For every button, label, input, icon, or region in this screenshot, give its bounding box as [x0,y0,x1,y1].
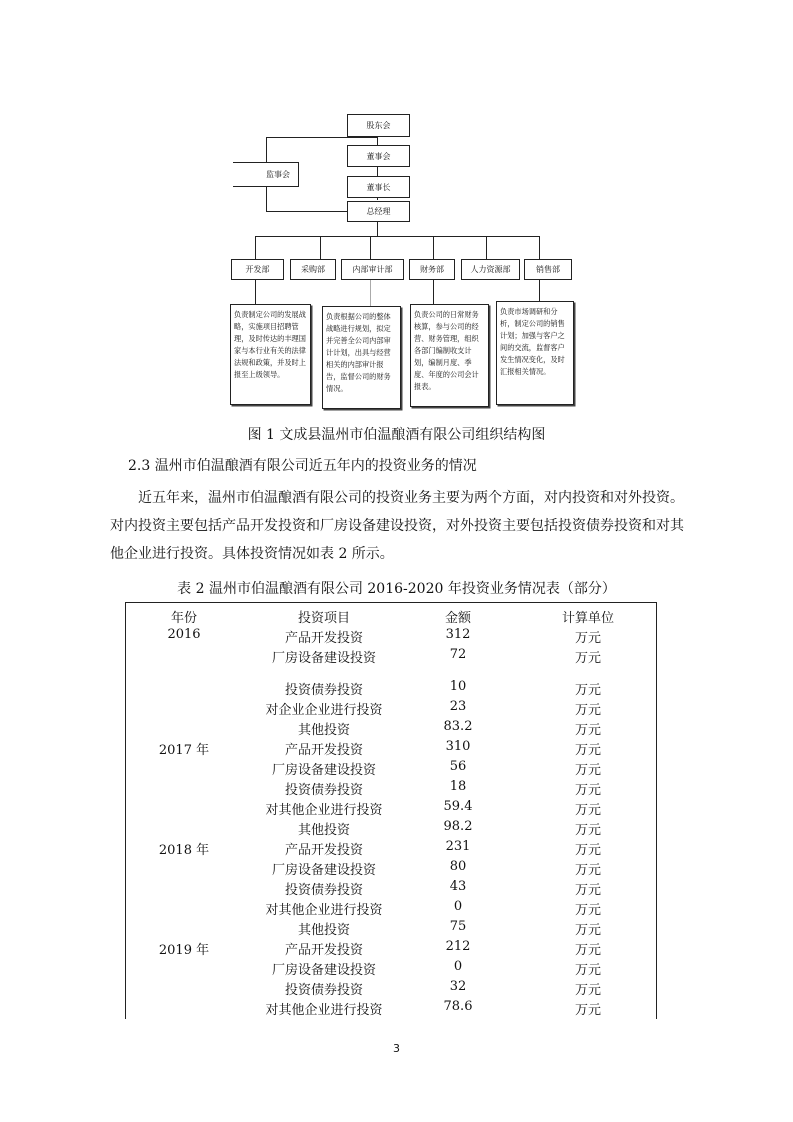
cell-unit: 万元 [574,683,601,698]
cell-item: 产品开发投资 [284,631,363,646]
cell-unit: 万元 [574,803,601,818]
cell-item: 厂房设备建设投资 [271,651,376,666]
cell-amount: 59.4 [443,799,473,814]
investment-table [125,602,657,1019]
cell-item: 对其他企业进行投资 [265,1003,383,1018]
cell-item: 对企业企业进行投资 [265,703,383,718]
cell-amount: 56 [449,759,467,774]
cell-item: 其他投资 [297,923,350,938]
cell-amount: 72 [449,647,467,662]
header-item: 投资项目 [297,611,350,626]
table-row [126,797,656,817]
table-row [126,837,656,857]
cell-item: 厂房设备建设投资 [271,863,376,878]
cell-amount: 0 [453,959,463,974]
cell-unit: 万元 [574,723,601,738]
cell-item: 其他投资 [297,723,350,738]
cell-unit: 万元 [574,763,601,778]
org-node-label: 股东会 [366,121,391,130]
org-node-label: 总经理 [366,207,391,216]
page-number: 3 [393,1042,400,1055]
cell-amount: 75 [449,919,467,934]
org-dept-procurement [290,259,336,280]
org-node-label: 董事长 [366,182,391,192]
cell-amount: 312 [445,627,471,642]
table-row [126,737,656,757]
cell-amount: 18 [449,779,467,794]
section-heading: 2.3 温州市伯温酿酒有限公司近五年内的投资业务的情况 [128,458,477,474]
org-node-general-manager [347,201,410,222]
cell-item: 产品开发投资 [284,943,363,958]
org-node-label: 销售部 [536,265,560,274]
org-node-label: 内部审计部 [352,265,393,274]
cell-unit: 万元 [574,883,601,898]
cell-item: 投资债券投资 [284,683,363,698]
cell-item: 对其他企业进行投资 [265,803,383,818]
cell-year: 2019 年 [158,943,210,958]
cell-item: 投资债券投资 [284,983,363,998]
table-row [126,625,656,645]
cell-amount: 80 [449,859,467,874]
cell-unit: 万元 [574,783,601,798]
table-row [126,937,656,957]
table-row [126,757,656,777]
cell-amount: 23 [449,699,467,714]
cell-year: 2018 年 [158,843,210,858]
cell-unit: 万元 [574,743,601,758]
cell-unit: 万元 [574,943,601,958]
org-node-supervisor [233,162,299,187]
header-year: 年份 [170,611,197,626]
table-row [126,997,656,1017]
org-node-board [347,145,410,167]
cell-unit: 万元 [574,651,601,666]
cell-year: 2016 [167,627,201,642]
cell-unit: 万元 [574,923,601,938]
org-dept-sales [524,259,572,280]
cell-unit: 万元 [574,963,601,978]
org-node-label: 财务部 [420,265,444,274]
table-row [126,817,656,837]
table-row [126,717,656,737]
table-row [126,645,656,665]
cell-item: 产品开发投资 [284,743,363,758]
cell-item: 厂房设备建设投资 [271,763,376,778]
cell-item: 投资债券投资 [284,783,363,798]
table-row [126,677,656,697]
cell-amount: 10 [449,679,467,694]
table-row [126,777,656,797]
table-row [126,697,656,717]
org-node-shareholders [347,114,410,137]
cell-amount: 98.2 [443,819,473,834]
table-row [126,957,656,977]
table-row [126,877,656,897]
org-node-label: 董事会 [366,151,391,161]
cell-amount: 78.6 [443,999,473,1014]
header-unit: 计算单位 [561,611,614,626]
cell-item: 对其他企业进行投资 [265,903,383,918]
org-dept-hr [461,259,520,280]
org-desc-internal-audit: 负责根据公司的整体战略进行规划，拟定并完善全公司内部审计计划，出具与经营相关的内部审计报告，监督公司的财务情况。 [322,306,401,409]
table-row [126,977,656,997]
cell-amount: 0 [453,899,463,914]
table-title: 表 2 温州市伯温酿酒有限公司 2016-2020 年投资业务情况表（部分） [177,581,616,597]
cell-amount: 83.2 [443,719,473,734]
org-node-label: 人力资源部 [470,265,511,274]
org-desc-sales: 负责市场调研和分析，制定公司的销售计划；加强与客户之间的交流，监督客户发生情况变化，及时汇报相关情况。 [496,301,574,405]
org-node-chairman [347,176,410,198]
cell-unit: 万元 [574,863,601,878]
cell-amount: 212 [445,939,471,954]
cell-item: 投资债券投资 [284,883,363,898]
cell-unit: 万元 [574,703,601,718]
org-node-label: 开发部 [245,265,270,274]
org-dept-finance [409,259,455,280]
org-node-label: 监事会 [266,170,290,179]
table-row [126,897,656,917]
cell-amount: 310 [445,739,471,754]
figure-caption: 图 1 文成县温州市伯温酿酒有限公司组织结构图 [247,427,546,443]
org-dept-internal-audit [341,259,404,280]
cell-year: 2017 年 [158,743,210,758]
cell-item: 其他投资 [297,823,350,838]
header-amount: 金额 [444,611,471,626]
cell-unit: 万元 [574,1003,601,1018]
table-row [126,917,656,937]
body-paragraph [110,484,690,568]
cell-unit: 万元 [574,823,601,838]
org-desc-development: 负责制定公司的发展战略，实施项目招聘管理，及时传达的丰理国家与本行业有关的法律法规和政策，并及时上报至上级领导。 [230,304,311,405]
cell-unit: 万元 [574,903,601,918]
cell-amount: 32 [449,979,467,994]
table-row [126,857,656,877]
org-dept-development [231,259,284,280]
cell-unit: 万元 [574,631,601,646]
cell-unit: 万元 [574,983,601,998]
cell-unit: 万元 [574,843,601,858]
cell-amount: 43 [449,879,467,894]
cell-item: 厂房设备建设投资 [271,963,376,978]
cell-amount: 231 [445,839,471,854]
table-header-row [126,605,656,625]
paragraph-text: 近五年来，温州市伯温酿酒有限公司的投资业务主要为两个方面，对内投资和对外投资。对内投资主要包括产品开发投资和厂房设备建设投资，对外投资主要包括投资债券投资和对其他企业进行投资。具体投资情况如表 2 所示。 [110,490,684,562]
cell-item: 产品开发投资 [284,843,363,858]
org-desc-finance: 负责公司的日常财务核算，参与公司的经营、财务管理，组织各部门编制收支计划，编制月度、季度、年度的公司会计报表。 [410,304,489,407]
org-node-label: 采购部 [301,265,325,274]
